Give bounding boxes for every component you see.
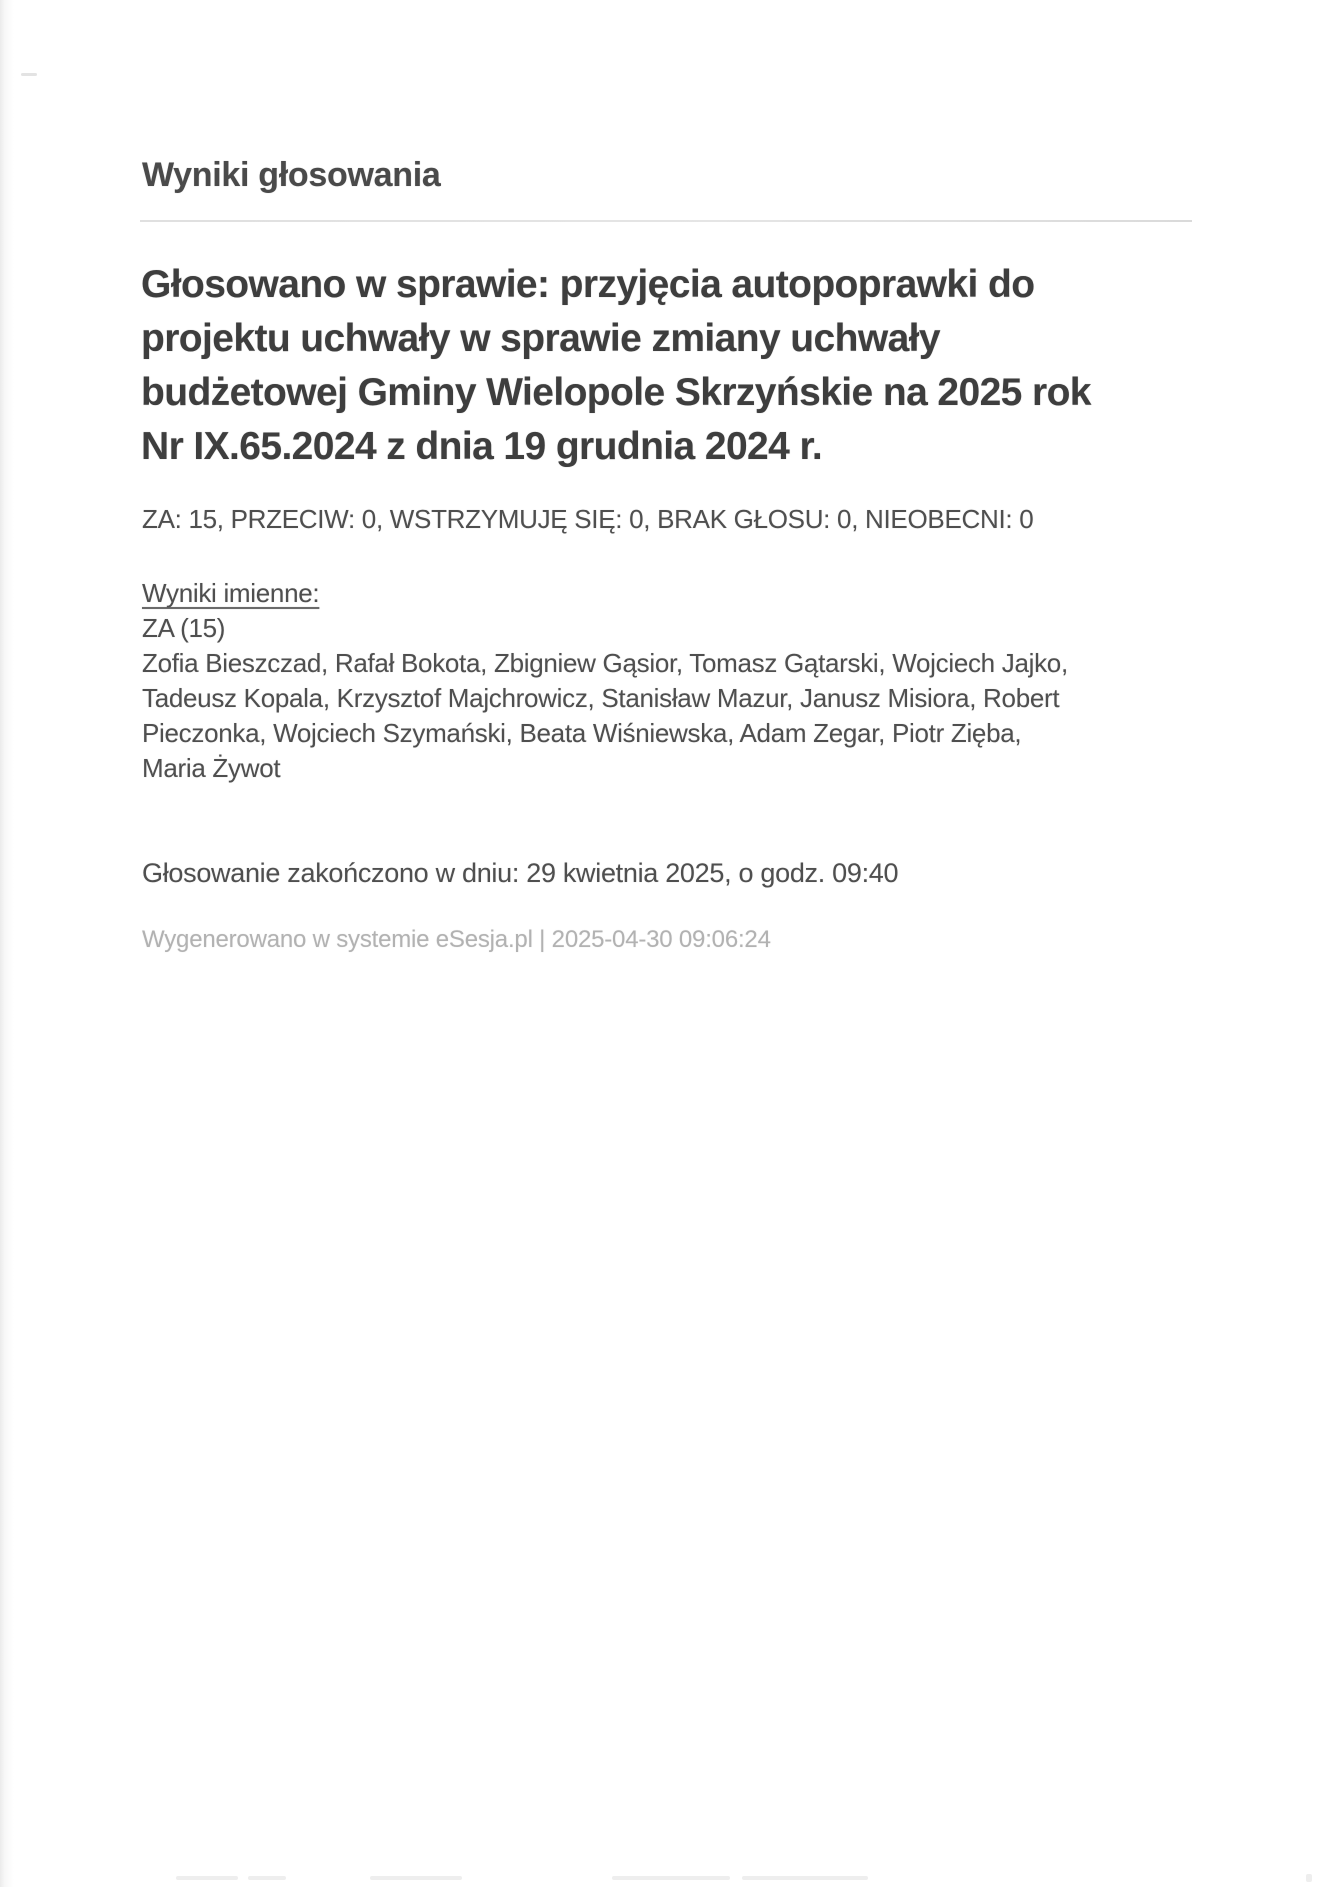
scan-speck xyxy=(21,73,37,76)
voter-names-line: Pieczonka, Wojciech Szymański, Beata Wiśniewska, Adam Zegar, Piotr Zięba, xyxy=(142,718,1022,748)
vote-subject-line: Nr IX.65.2024 z dnia 19 grudnia 2024 r. xyxy=(141,425,823,468)
voter-names-line: Zofia Bieszczad, Rafał Bokota, Zbigniew Gąsior, Tomasz Gątarski, Wojciech Jajko, xyxy=(142,648,1068,678)
vote-end-timestamp: Głosowanie zakończono w dniu: 29 kwietnia 2025, o godz. 09:40 xyxy=(142,858,899,888)
scan-artifact xyxy=(742,1876,868,1880)
title-divider xyxy=(140,220,1192,222)
vote-subject-heading xyxy=(141,258,1221,474)
scan-edge-artifact xyxy=(0,0,14,1887)
vote-subject-line: Głosowano w sprawie: przyjęcia autopoprawki do xyxy=(141,263,1035,306)
scan-artifact xyxy=(612,1876,730,1880)
vote-summary: ZA: 15, PRZECIW: 0, WSTRZYMUJĘ SIĘ: 0, BRAK GŁOSU: 0, NIEOBECNI: 0 xyxy=(142,504,1034,534)
za-group-label: ZA (15) xyxy=(142,613,226,643)
generated-footer: Wygenerowano w systemie eSesja.pl | 2025-04-30 09:06:24 xyxy=(142,926,771,953)
named-results-section xyxy=(142,576,1202,786)
vote-subject-line: projektu uchwały w sprawie zmiany uchwały xyxy=(141,317,940,360)
voter-names-line: Tadeusz Kopala, Krzysztof Majchrowicz, Stanisław Mazur, Janusz Misiora, Robert xyxy=(142,683,1060,713)
scan-artifact xyxy=(1306,1874,1312,1882)
scan-artifact xyxy=(176,1876,238,1880)
page-title: Wyniki głosowania xyxy=(142,156,441,194)
scan-artifact xyxy=(248,1876,286,1880)
named-results-label: Wyniki imienne: xyxy=(142,578,320,608)
vote-subject-line: budżetowej Gminy Wielopole Skrzyńskie na 2025 rok xyxy=(141,371,1091,414)
scan-artifact xyxy=(370,1876,462,1880)
voter-names-line: Maria Żywot xyxy=(142,753,281,783)
